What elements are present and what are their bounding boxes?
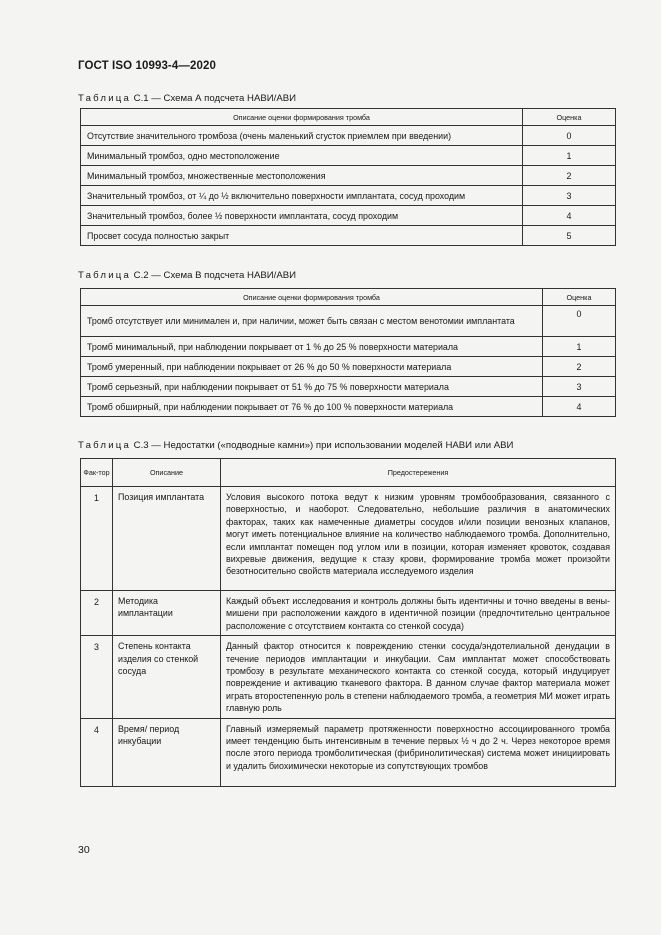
- row-score: 2: [523, 166, 616, 186]
- table-c1-caption: [78, 93, 296, 104]
- caption-label: Таблица: [78, 93, 132, 104]
- column-header-description: Описание оценки формирования тромба: [81, 289, 543, 306]
- table-c3-caption: [78, 440, 513, 451]
- row-score: 3: [543, 377, 616, 397]
- page-number: 30: [78, 844, 90, 856]
- row-description: Значительный тромбоз, от ¼ до ½ включительно поверхности имплантата, сосуд проходим: [81, 186, 523, 206]
- table-row: [81, 718, 616, 786]
- caption-text: С.3 — Недостатки («подводные камни») при использовании моделей НАВИ или АВИ: [131, 440, 514, 451]
- row-description: Степень контакта изделия со стенкой сосуда: [113, 636, 221, 718]
- row-score: 4: [543, 397, 616, 417]
- row-warning: Главный измеряемый параметр протяженности поверхностно ассоциированного тромба имеет тенденцию быть интенсивным в течение первых ½ ч до 2 ч. Через некоторое время после этого периода тромболитическая (фибринолитическая) система может инициировать и удалить биохимически некоторые из сопутствующих тромбов: [221, 718, 616, 786]
- table-row: [81, 377, 616, 397]
- table-row: [81, 337, 616, 357]
- row-description: Тромб минимальный, при наблюдении покрывает от 1 % до 25 % поверхности материала: [81, 337, 543, 357]
- row-description: Тромб серьезный, при наблюдении покрывает от 51 % до 75 % поверхности материала: [81, 377, 543, 397]
- table-c1: [80, 108, 616, 246]
- table-c2-caption: [78, 270, 296, 281]
- column-header-description: Описание оценки формирования тромба: [81, 109, 523, 126]
- table-row: [81, 166, 616, 186]
- column-header-description: Описание: [113, 459, 221, 487]
- row-description: Минимальный тромбоз, одно местоположение: [81, 146, 523, 166]
- table-header-row: [81, 109, 616, 126]
- row-score: 1: [523, 146, 616, 166]
- caption-text: С.2 — Схема В подсчета НАВИ/АВИ: [131, 270, 297, 281]
- table-row: [81, 126, 616, 146]
- table-row: [81, 636, 616, 718]
- row-score: 0: [543, 306, 616, 337]
- column-header-warnings: Предостережения: [221, 459, 616, 487]
- row-description: Время/ период инкубации: [113, 718, 221, 786]
- row-warning: Каждый объект исследования и контроль должны быть идентичны и точно введены в вены-мишени при расположении каждого в идентичной позиции (предпочтительно центральное расположение с отсутствием контакта со стенкой сосуда): [221, 591, 616, 636]
- table-row: [81, 226, 616, 246]
- row-warning: Данный фактор относится к повреждению стенки сосуда/эндотелиальной денудации в течение периодов имплантации и инкубации. Сам имплантат может способствовать тромбозу в результате механического контакта со стенкой сосуда, который индуцирует повреждение и активацию тканевого фактора. В данном случае фактор материала может играть второстепенную роль в степени наблюдаемого тромба, а геометрия МИ может играть главную роль: [221, 636, 616, 718]
- column-header-score: Оценка: [543, 289, 616, 306]
- row-score: 5: [523, 226, 616, 246]
- table-row: [81, 186, 616, 206]
- table-header-row: [81, 289, 616, 306]
- row-factor: 4: [81, 718, 113, 786]
- row-description: Минимальный тромбоз, множественные местоположения: [81, 166, 523, 186]
- row-warning: Условия высокого потока ведут к низким уровням тромбообразования, связанного с поверхностью, и наоборот. Следовательно, небольшие различия в анатомических факторах, таких как намеченные диаметры сосудов и/или позиции венозных клапанов, могут иметь потенциальное влияние на количество наблюдаемого тромба. Дополнительно, если имплантат помещен под углом или в позиции, которая изменяет кровоток, создавая вихревые движения, ведущие к стазу крови, формирование тромба может произойти безотносительно свойств материала исследуемого изделия: [221, 487, 616, 591]
- table-row: [81, 591, 616, 636]
- caption-label: Таблица: [78, 270, 132, 281]
- table-row: [81, 306, 616, 337]
- row-factor: 2: [81, 591, 113, 636]
- row-score: 0: [523, 126, 616, 146]
- row-factor: 1: [81, 487, 113, 591]
- row-description: Тромб обширный, при наблюдении покрывает от 76 % до 100 % поверхности материала: [81, 397, 543, 417]
- table-row: [81, 397, 616, 417]
- row-description: Позиция имплантата: [113, 487, 221, 591]
- row-score: 3: [523, 186, 616, 206]
- column-header-factor: Фак-тор: [81, 459, 113, 487]
- row-description: Тромб отсутствует или минимален и, при наличии, может быть связан с местом венотомии имплантата: [81, 306, 543, 337]
- table-row: [81, 146, 616, 166]
- table-c3: [80, 458, 616, 787]
- table-header-row: [81, 459, 616, 487]
- table-row: [81, 206, 616, 226]
- column-header-score: Оценка: [523, 109, 616, 126]
- table-c2: [80, 288, 616, 417]
- document-header: ГОСТ ISO 10993-4—2020: [78, 60, 216, 72]
- row-description: Просвет сосуда полностью закрыт: [81, 226, 523, 246]
- row-factor: 3: [81, 636, 113, 718]
- row-score: 1: [543, 337, 616, 357]
- row-description: Отсутствие значительного тромбоза (очень маленький сгусток приемлем при введении): [81, 126, 523, 146]
- row-score: 4: [523, 206, 616, 226]
- row-description: Методика имплантации: [113, 591, 221, 636]
- table-row: [81, 487, 616, 591]
- table-row: [81, 357, 616, 377]
- caption-label: Таблица: [78, 440, 132, 451]
- caption-text: С.1 — Схема А подсчета НАВИ/АВИ: [131, 93, 297, 104]
- row-description: Значительный тромбоз, более ½ поверхности имплантата, сосуд проходим: [81, 206, 523, 226]
- row-score: 2: [543, 357, 616, 377]
- row-description: Тромб умеренный, при наблюдении покрывает от 26 % до 50 % поверхности материала: [81, 357, 543, 377]
